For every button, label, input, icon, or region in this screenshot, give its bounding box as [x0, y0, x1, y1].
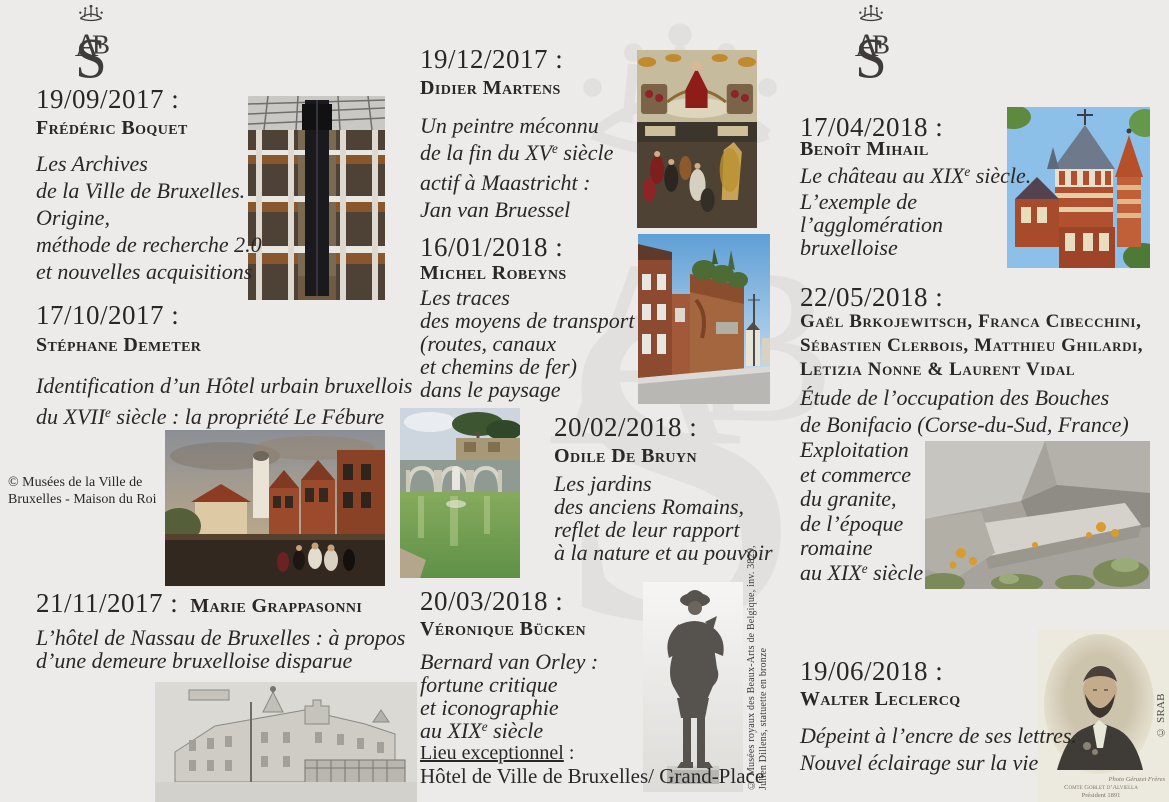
venue-label: Lieu exceptionnel	[420, 742, 564, 764]
lecture-title	[36, 150, 262, 285]
venue-name: Hôtel de Ville de Bruxelles/ Grand-Place	[420, 764, 765, 788]
srab-monogram-logo-icon	[834, 2, 908, 96]
statuette-image-credit-vertical	[746, 545, 770, 790]
speaker-name: Véronique Bücken	[420, 618, 586, 640]
title-line: L’hôtel de Nassau de Bruxelles : à propos	[36, 625, 406, 650]
title-line: du granite,	[800, 486, 897, 511]
title-line: Les Archives	[36, 151, 148, 176]
title-line: d’une demeure bruxelloise disparue	[36, 648, 353, 673]
title-line: romaine	[800, 535, 873, 560]
srab-photo-credit-vertical	[1155, 638, 1167, 738]
image-credit	[8, 474, 157, 508]
caption-line: Comte Goblet d’Alviella	[1064, 784, 1138, 791]
title-line: de l’époque	[800, 510, 904, 536]
credit-line: © SRAB	[1155, 693, 1167, 738]
lecture-date: 20/02/2018 :	[554, 412, 698, 442]
title-line: Nouvel éclairage sur la vie	[800, 750, 1039, 775]
title-line: à la nature et au pouvoir	[554, 540, 773, 565]
lecture-date: 17/04/2018 :	[800, 112, 944, 142]
title-line: et iconographie	[420, 695, 559, 720]
lecture-date: 19/06/2018 :	[800, 656, 944, 686]
lecture-title	[420, 286, 634, 401]
title-line: Exploitation	[800, 437, 909, 462]
speaker-name: Marie Grappasonni	[190, 595, 363, 617]
credit-line: © Musées de la Ville de	[8, 475, 143, 490]
title-line: au XIXe siècle	[420, 718, 544, 743]
caption-line: Président 1891	[1081, 792, 1121, 799]
lecture-title	[800, 384, 1129, 438]
title-line: bruxelloise	[800, 235, 898, 260]
lecture-date: 22/05/2018 :	[800, 282, 944, 312]
title-line: fortune critique	[420, 672, 558, 697]
speaker-name: Michel Robeyns	[420, 262, 567, 284]
venue-note	[420, 742, 574, 765]
title-line: de Bonifacio (Corse-du-Sud, France)	[800, 412, 1129, 437]
credit-line: © Musées royaux des Beaux-Arts de Belgique, inv. 3829,	[746, 545, 757, 790]
le-febure-painting	[165, 430, 385, 586]
lecture-title	[800, 722, 1077, 776]
lecture-date: 19/12/2017 :	[420, 44, 564, 74]
lecture-title	[800, 164, 1031, 259]
lecture-date: 19/09/2017 :	[36, 84, 180, 114]
title-line: Étude de l’occupation des Bouches	[800, 385, 1110, 410]
title-line: méthode de recherche 2.0	[36, 232, 262, 257]
speaker-name: Sébastien Clerbois, Matthieu Ghilardi,	[800, 335, 1144, 356]
lecture-date: 21/11/2017 :	[36, 588, 179, 618]
title-line: des anciens Romains,	[554, 494, 745, 519]
archives-interior-photo	[248, 96, 385, 300]
title-line: Bernard van Orley :	[420, 649, 599, 674]
speaker-name: Walter Leclercq	[800, 688, 961, 710]
venue-colon: :	[563, 742, 575, 764]
title-line: Origine,	[36, 205, 110, 230]
roman-garden-pond-photo	[400, 408, 520, 578]
title-line: Les jardins	[554, 471, 652, 496]
speaker-name: Frédéric Boquet	[36, 117, 188, 139]
lecture-dateline	[36, 588, 362, 619]
title-line: Les traces	[420, 285, 510, 310]
title-line: Le château au XIXe siècle.	[800, 163, 1032, 188]
title-line: Dépeint à l’encre de ses lettres.	[800, 723, 1077, 748]
title-line: et chemins de fer)	[420, 354, 577, 379]
lecture-title-continued	[800, 438, 923, 588]
lecture-title	[420, 112, 613, 223]
lecture-title	[36, 626, 405, 672]
granite-blocks-photo	[925, 441, 1150, 589]
lecture-date: 16/01/2018 :	[420, 232, 564, 262]
bronze-statuette-photo	[643, 582, 743, 792]
street-brick-wall-photo	[638, 234, 770, 404]
speaker-names	[800, 310, 1143, 382]
speaker-name: Letizia Nonne & Laurent Vidal	[800, 359, 1076, 380]
speaker-name: Odile De Bruyn	[554, 445, 697, 467]
credit-line: Julien Dillens, statuette en bronze	[758, 647, 769, 790]
hotel-nassau-engraving	[155, 682, 417, 802]
portrait-caption	[1037, 776, 1165, 800]
title-line: (routes, canaux	[420, 331, 557, 356]
title-line: des moyens de transport	[420, 308, 635, 333]
title-line: L’exemple de	[800, 189, 918, 214]
title-line: dans le paysage	[420, 377, 561, 402]
title-line: et commerce	[800, 461, 911, 487]
lecture-date: 17/10/2017 :	[36, 300, 180, 330]
title-line: de la Ville de Bruxelles.	[36, 178, 246, 203]
title-line: au XIXe siècle	[800, 559, 924, 585]
lecture-title	[554, 472, 773, 564]
title-line: et nouvelles acquisitions	[36, 259, 253, 284]
speaker-name: Stéphane Demeter	[36, 334, 202, 356]
speaker-name: Didier Martens	[420, 77, 561, 99]
caption-line: Photo Géruzet Frères	[1108, 776, 1165, 783]
speaker-name: Benoît Mihail	[800, 138, 929, 160]
title-line: Jan van Bruessel	[420, 197, 571, 222]
last-judgment-painting	[637, 50, 757, 228]
title-line: actif à Maastricht :	[420, 170, 591, 195]
title-line: reflet de leur rapport	[554, 517, 740, 542]
speaker-name: Gaël Brkojewitsch, Franca Cibecchini,	[800, 311, 1142, 332]
title-line: Un peintre méconnu	[420, 113, 599, 138]
lecture-title	[36, 370, 412, 435]
title-line: l’agglomération	[800, 212, 943, 237]
goblet-dalviella-portrait-photo	[1037, 630, 1169, 802]
credit-line: Bruxelles - Maison du Roi	[8, 492, 157, 507]
title-line: Identification d’un Hôtel urbain bruxellois	[36, 373, 413, 398]
title-line: de la fin du XVe siècle	[420, 140, 614, 165]
srab-monogram-logo-icon	[54, 2, 128, 96]
lecture-title	[420, 650, 598, 745]
title-line: du XVIIe siècle : la propriété Le Fébure	[36, 404, 385, 429]
lecture-date: 20/03/2018 :	[420, 586, 564, 616]
